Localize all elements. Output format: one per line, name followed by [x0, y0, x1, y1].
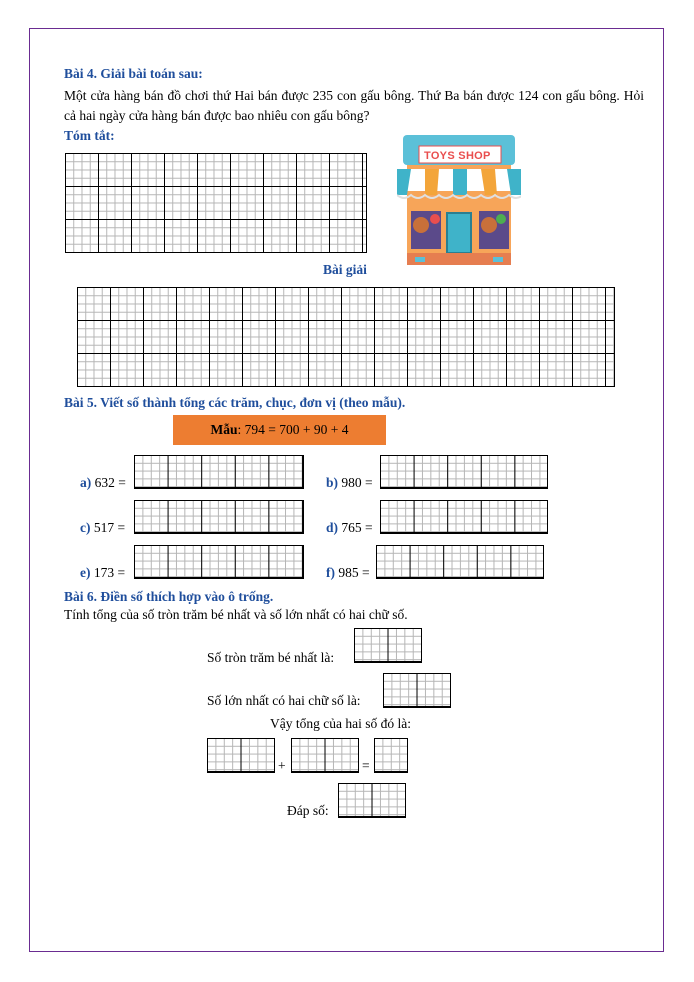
line-smallest-hundred: Số tròn trăm bé nhất là: [207, 650, 335, 665]
item-b: b) 980 = [326, 475, 373, 490]
item-c: c) 517 = [80, 520, 126, 535]
answer-grid-smallest-hundred[interactable] [354, 628, 422, 663]
summary-grid[interactable] [65, 153, 367, 253]
plus-sign: + [278, 758, 286, 773]
bai5-title: Bài 5. Viết số thành tổng các trăm, chục, đơn vị (theo mẫu). [64, 395, 406, 410]
shop-sign-text: TOYS SHOP [424, 150, 491, 162]
sample-expression: : 794 = 700 + 90 + 4 [237, 422, 349, 437]
answer-grid-d[interactable] [380, 500, 548, 534]
equals-sign: = [362, 758, 370, 773]
item-f: f) 985 = [326, 565, 370, 580]
summary-label: Tóm tắt: [64, 128, 115, 143]
line-sum: Vậy tổng của hai số đó là: [270, 716, 411, 731]
final-answer-grid[interactable] [338, 783, 406, 818]
sample-label: Mẫu [210, 422, 238, 437]
sum-grid[interactable] [374, 738, 408, 773]
solution-grid[interactable] [77, 287, 615, 387]
item-e: e) 173 = [80, 565, 126, 580]
answer-grid-a[interactable] [134, 455, 304, 489]
bai4-problem: Một cửa hàng bán đồ chơi thứ Hai bán được 235 con gấu bông. Thứ Ba bán được 124 con gấu bông. Hỏi cả hai ngày cửa hàng bán được bao nhiêu con gấu bông? [64, 88, 644, 123]
addend-grid-1[interactable] [207, 738, 275, 773]
addend-grid-2[interactable] [291, 738, 359, 773]
solution-label: Bài giải [323, 262, 367, 277]
answer-grid-largest-two-digit[interactable] [383, 673, 451, 708]
answer-grid-f[interactable] [376, 545, 544, 579]
answer-grid-c[interactable] [134, 500, 304, 534]
line-largest-two-digit: Số lớn nhất có hai chữ số là: [207, 693, 361, 708]
answer-grid-e[interactable] [134, 545, 304, 579]
bai4-title: Bài 4. Giải bài toán sau: [64, 66, 203, 81]
item-a: a) 632 = [80, 475, 126, 490]
bai6-task: Tính tổng của số tròn trăm bé nhất và số lớn nhất có hai chữ số. [64, 607, 408, 622]
answer-label: Đáp số: [287, 803, 329, 818]
sample-box [173, 415, 386, 445]
answer-grid-b[interactable] [380, 455, 548, 489]
item-d: d) 765 = [326, 520, 373, 535]
bai6-title: Bài 6. Điền số thích hợp vào ô trống. [64, 589, 274, 604]
